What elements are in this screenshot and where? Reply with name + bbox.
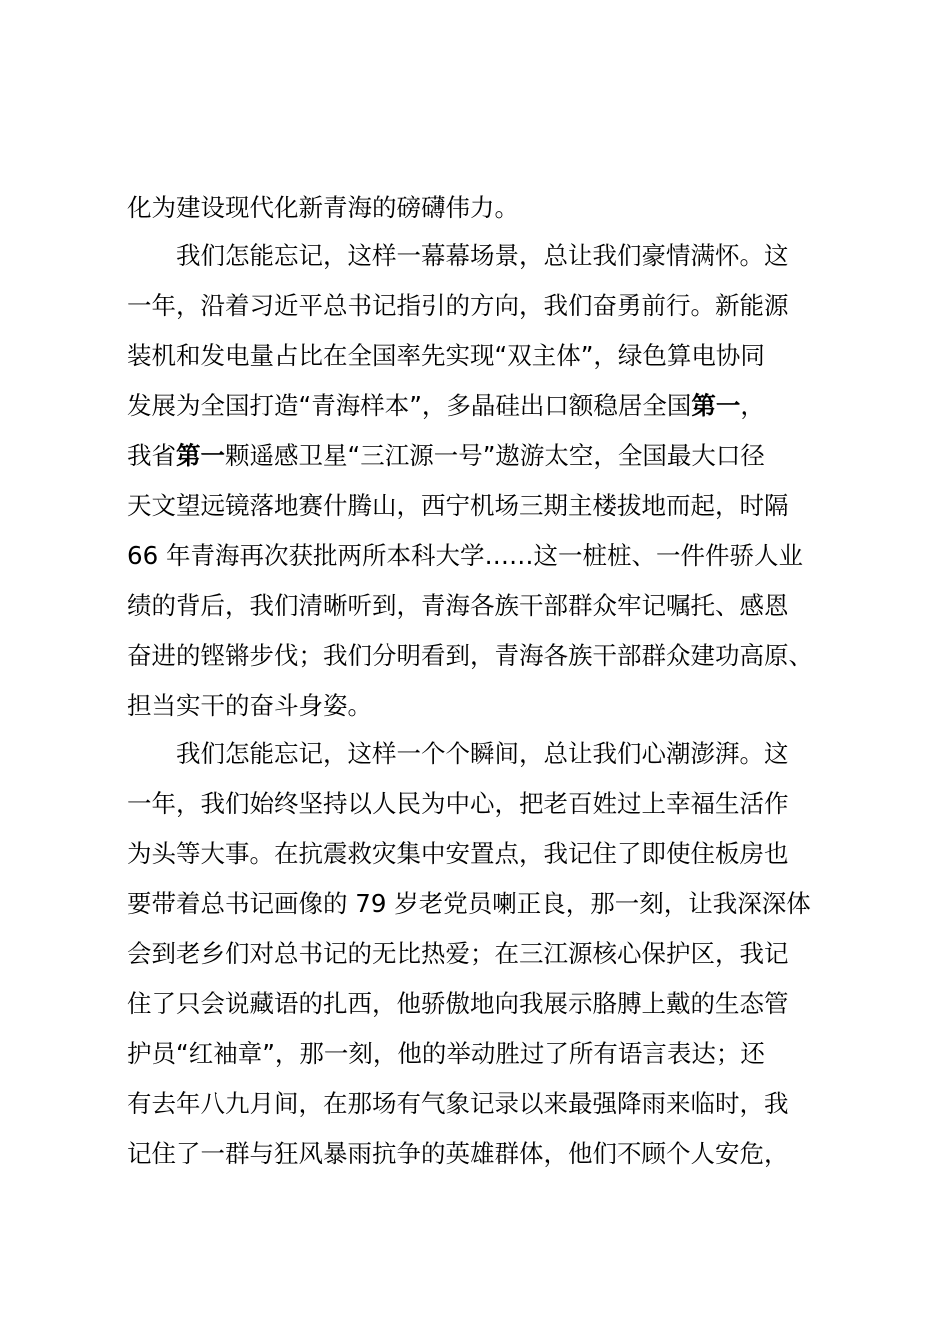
text-segment: 会到老乡们对总书记的无比热爱；在三江源核心保护区，我记 xyxy=(127,939,789,968)
text-line xyxy=(127,784,789,824)
text-segment: 担当实干的奋斗身姿。 xyxy=(127,691,372,720)
text-segment: 为头等大事。在抗震救灾集中安置点，我记住了即使住板房也 xyxy=(127,839,789,868)
text-line xyxy=(127,1034,765,1074)
paragraph-first-line xyxy=(176,236,789,276)
text-segment: 我省 xyxy=(127,441,176,470)
text-line xyxy=(127,984,789,1024)
text-segment: 奋进的铿锵步伐；我们分明看到，青海各族干部群众建功高原、 xyxy=(127,641,813,670)
text-segment: 我们怎能忘记，这样一幕幕场景，总让我们豪情满怀。这 xyxy=(176,241,789,270)
text-line xyxy=(127,336,765,376)
text-line xyxy=(127,188,519,228)
text-line xyxy=(127,636,813,676)
text-segment: 化为建设现代化新青海的磅礴伟力。 xyxy=(127,193,519,222)
text-segment: 绩的背后，我们清晰听到，青海各族干部群众牢记嘱托、感恩 xyxy=(127,591,789,620)
text-segment: 护员“红袖章”，那一刻，他的举动胜过了所有语言表达；还 xyxy=(127,1039,765,1068)
text-segment: 记住了一群与狂风暴雨抗争的英雄群体，他们不顾个人安危， xyxy=(127,1139,789,1168)
text-segment: 66 年青海再次获批两所本科大学……这一桩桩、一件件骄人业 xyxy=(127,541,803,570)
text-segment: 一年，我们始终坚持以人民为中心，把老百姓过上幸福生活作 xyxy=(127,789,789,818)
text-segment: 发展为全国打造“青海样本”，多晶硅出口额稳居全国 xyxy=(127,391,692,420)
text-segment: 颗遥感卫星“三江源一号”遨游太空，全国最大口径 xyxy=(225,441,765,470)
paragraph-first-line xyxy=(176,734,789,774)
text-line xyxy=(127,386,765,426)
text-line xyxy=(127,1084,789,1124)
text-segment: 一年，沿着习近平总书记指引的方向，我们奋勇前行。新能源 xyxy=(127,291,789,320)
text-line xyxy=(127,834,789,874)
bold-text-segment: 第一 xyxy=(691,391,741,420)
text-line xyxy=(127,286,789,326)
text-segment: 有去年八九月间，在那场有气象记录以来最强降雨来临时，我 xyxy=(127,1089,789,1118)
text-segment: 要带着总书记画像的 79 岁老党员喇正良，那一刻，让我深深体 xyxy=(127,889,811,918)
text-line xyxy=(127,536,803,576)
text-segment: ， xyxy=(740,391,765,420)
text-line xyxy=(127,686,372,726)
text-line xyxy=(127,436,765,476)
bold-text-segment: 第一 xyxy=(176,441,225,470)
text-segment: 装机和发电量占比在全国率先实现“双主体”，绿色算电协同 xyxy=(127,341,765,370)
text-segment: 住了只会说藏语的扎西，他骄傲地向我展示胳膊上戴的生态管 xyxy=(127,989,789,1018)
text-line xyxy=(127,884,811,924)
text-line xyxy=(127,486,789,526)
text-segment: 我们怎能忘记，这样一个个瞬间，总让我们心潮澎湃。这 xyxy=(176,739,789,768)
text-line xyxy=(127,934,789,974)
text-segment: 天文望远镜落地赛什腾山，西宁机场三期主楼拔地而起，时隔 xyxy=(127,491,789,520)
text-line xyxy=(127,1134,789,1174)
text-line xyxy=(127,586,789,626)
